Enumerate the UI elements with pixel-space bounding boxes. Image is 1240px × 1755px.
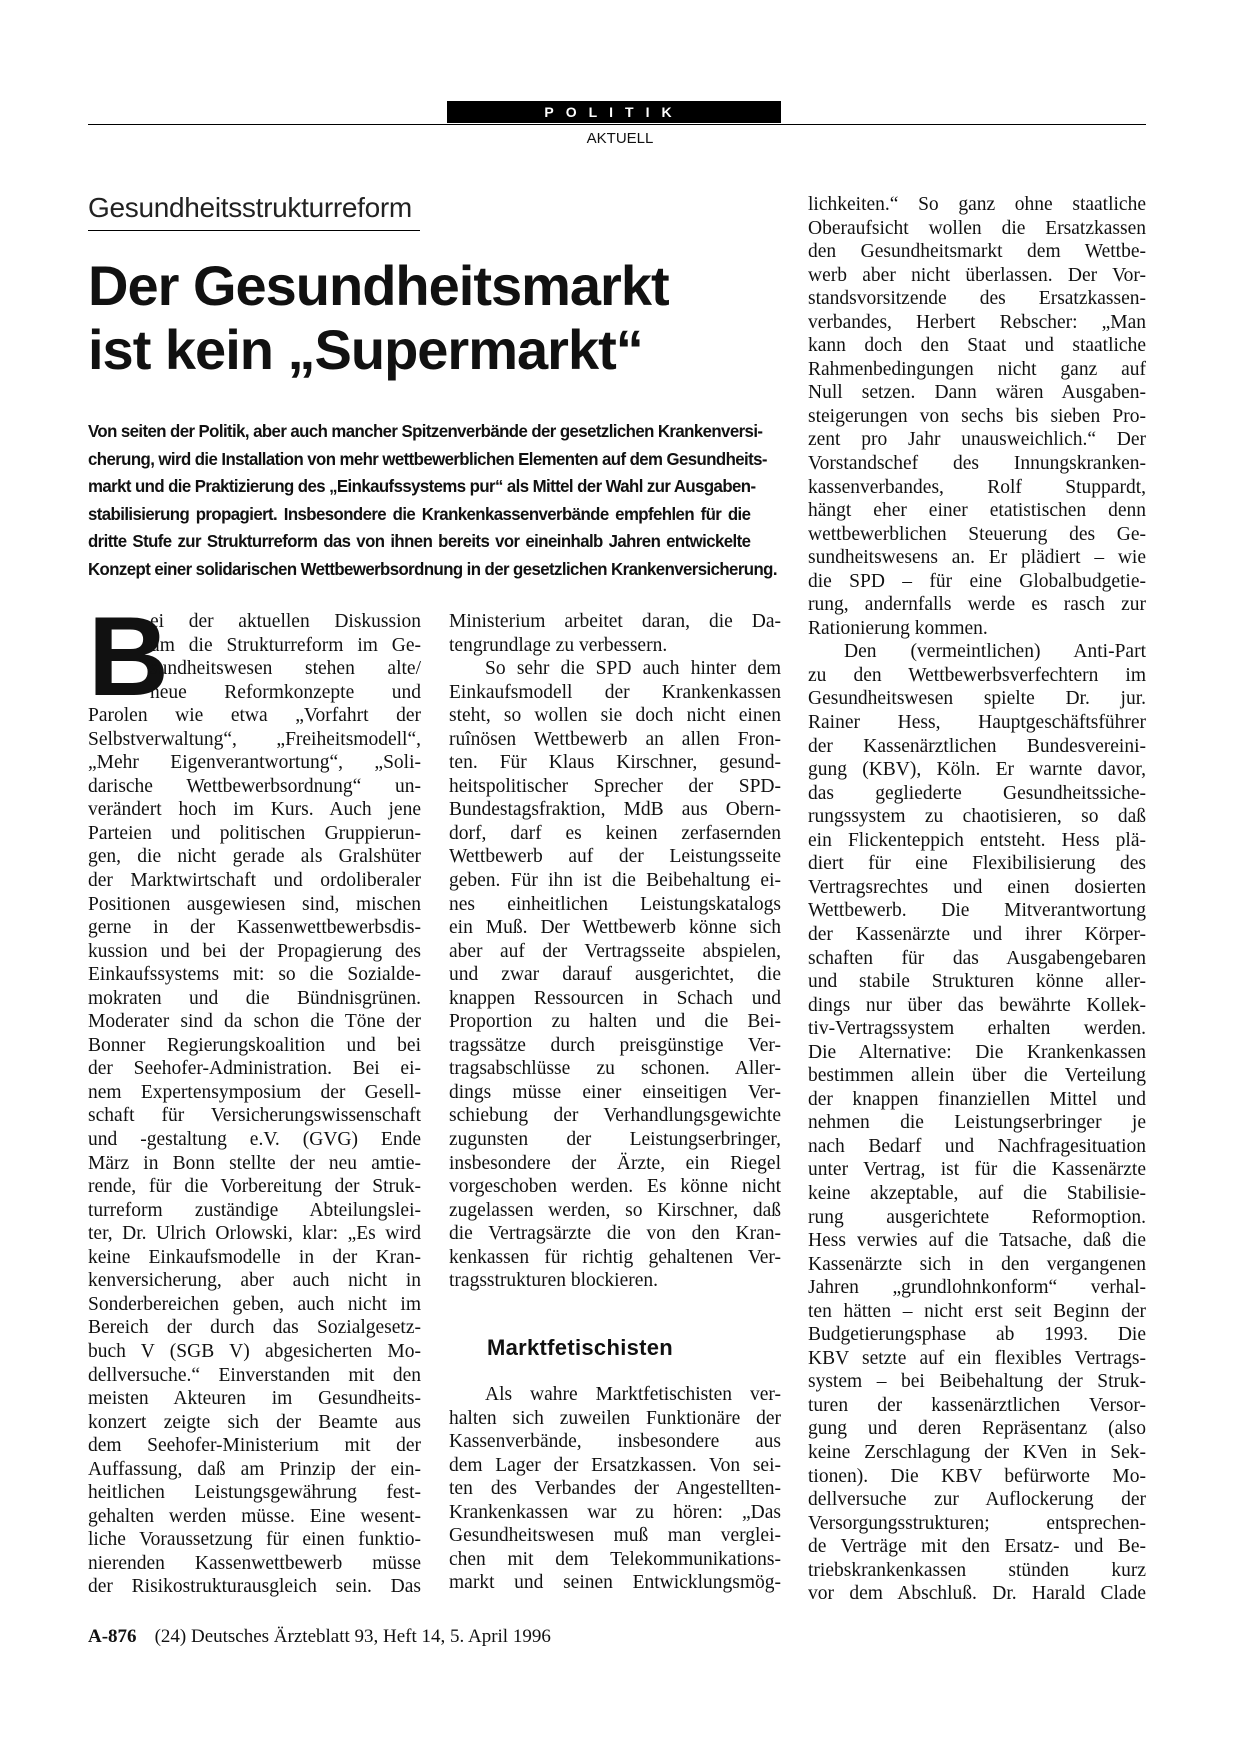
text-line: rung, andernfalls werde es rasch zur: [808, 594, 1146, 616]
text-line: insbesondere der Ärzte, ein Riegel: [449, 1152, 781, 1174]
text-line: Rahmenbedingungen nicht ganz auf: [808, 358, 1146, 380]
text-line: ten des Verbandes der Angestellten-: [449, 1478, 781, 1500]
text-line: dorf, darf es keinen zerfasernden: [449, 822, 781, 844]
text-line: der Risikostrukturausgleich sein. Das: [88, 1576, 421, 1598]
text-line: Versorgungsstrukturen; entsprechen-: [808, 1512, 1146, 1534]
headline-line: Der Gesundheitsmarkt: [88, 254, 669, 317]
text-line: Selbstverwaltung“, „Freiheitsmodell“,: [88, 728, 421, 750]
text-line: chen mit dem Telekommunikations-: [449, 1548, 781, 1570]
text-line: Wettbewerb auf der Leistungsseite: [449, 846, 781, 868]
text-line: März in Bonn stellte der neu amtie-: [88, 1152, 421, 1174]
text-line: zugunsten der Leistungserbringer,: [449, 1129, 781, 1151]
text-line: dem Lager der Ersatzkassen. Von sei-: [449, 1454, 781, 1476]
text-line: Moderater sind da schon die Töne der: [88, 1011, 421, 1033]
text-line: der Kassenärzte und ihrer Körper-: [808, 923, 1146, 945]
text-line: Bereich der durch das Sozialgesetz-: [88, 1317, 421, 1339]
text-line: rende, für die Vorbereitung der Struk-: [88, 1176, 421, 1198]
text-line: „Mehr Eigenverantwortung“, „Soli-: [88, 752, 421, 774]
text-line: diert für eine Flexibilisierung des: [808, 853, 1146, 875]
text-line: gung und deren Repräsentanz (also: [808, 1418, 1146, 1440]
text-line: geben. Für ihn ist die Beibehaltung ei-: [449, 870, 781, 892]
text-line: Gesundheitswesen spielte Dr. jur.: [808, 688, 1146, 710]
text-line: turen der kassenärztlichen Versor-: [808, 1394, 1146, 1416]
text-line: sundheitswesens an. Er plädiert – wie: [808, 547, 1146, 569]
text-line: tragsabschlüsse zu schonen. Aller-: [449, 1058, 781, 1080]
text-line: gerne in der Kassenwettbewerbsdis-: [88, 917, 421, 939]
text-line: Wettbewerb. Die Mitverantwortung: [808, 900, 1146, 922]
text-line: um die Strukturreform im Ge-: [150, 634, 421, 656]
text-line: Vertragsrechtes und einen dosierten: [808, 876, 1146, 898]
text-line: heitspolitischer Sprecher der SPD-: [449, 775, 781, 797]
text-line: keine Zerschlagung der KVen in Sek-: [808, 1441, 1146, 1463]
text-column-2-continued: [449, 1383, 781, 1595]
text-line: buch V (SGB V) abgesicherten Mo-: [88, 1340, 421, 1362]
text-line: Positionen ausgewiesen sind, mischen: [88, 893, 421, 915]
text-line: nes einheitlichen Leistungskatalogs: [449, 893, 781, 915]
text-column-3: [808, 193, 1146, 1606]
text-line: Kassenverbände, insbesondere aus: [449, 1431, 781, 1453]
text-line: dellversuche zur Auflockerung der: [808, 1489, 1146, 1511]
text-line: der Kassenärztlichen Bundesvereini-: [808, 735, 1146, 757]
text-line: So sehr die SPD auch hinter dem: [485, 658, 781, 680]
text-line: dings nur über das bewährte Kollek-: [808, 994, 1146, 1016]
text-line: Proportion zu halten und die Bei-: [449, 1011, 781, 1033]
text-line: Rationierung kommen.: [808, 617, 988, 639]
text-line: gehalten werden müsse. Eine wesent-: [88, 1505, 421, 1527]
footer-citation: (24) Deutsches Ärzteblatt 93, Heft 14, 5. April 1996: [154, 1626, 551, 1647]
text-line: dritte Stufe zur Strukturreform das von ihnen bereits vor eineinhalb Jahren entwickelte: [88, 531, 751, 551]
text-line: rung ausgerichtete Reformoption.: [808, 1206, 1146, 1228]
text-column-1: [88, 594, 421, 1599]
text-line: tragsstrukturen blockieren.: [449, 1270, 659, 1292]
text-line: ei der aktuellen Diskussion: [150, 611, 421, 632]
text-line: keine Einkaufsmodelle in der Kran-: [88, 1246, 421, 1268]
text-line: Hess verwies auf die Tatsache, daß die: [808, 1230, 1146, 1252]
text-line: Krankenkassen war zu hören: „Das: [449, 1501, 781, 1523]
text-line: Von seiten der Politik, aber auch mancher Spitzenverbände der gesetzlichen Krankenversi-: [88, 421, 763, 441]
text-line: tengrundlage zu verbessern.: [449, 634, 668, 656]
text-line: markt und die Praktizierung des „Einkaufssystems pur“ als Mittel der Wahl zur Ausgaben-: [88, 476, 756, 496]
headline-line: ist kein „Supermarkt“: [88, 318, 643, 381]
section-subheading: Marktfetischisten: [487, 1335, 674, 1360]
text-line: Parteien und politischen Gruppierun-: [88, 822, 421, 844]
text-line: dem Seehofer-Ministerium mit der: [88, 1435, 421, 1457]
text-line: steht, so wollen sie doch nicht einen: [449, 705, 781, 727]
text-line: markt und seinen Entwicklungsmög-: [449, 1572, 781, 1594]
text-column-2: [449, 610, 781, 1293]
text-line: ter, Dr. Ulrich Orlowski, klar: „Es wird: [88, 1223, 421, 1245]
text-line: Konzept einer solidarischen Wettbewerbsordnung in der gesetzlichen Krankenversicherung.: [88, 558, 777, 579]
text-line: Kassenärzte sich in den vergangenen: [808, 1253, 1146, 1275]
text-line: Auffassung, daß am Prinzip der ein-: [88, 1458, 421, 1480]
text-line: de Verträge mit den Ersatz- und Be-: [808, 1536, 1146, 1558]
text-line: Bonner Regierungskoalition und bei: [88, 1034, 421, 1056]
text-line: dellversuche.“ Einverstanden mit den: [88, 1364, 421, 1386]
text-line: Budgetierungsphase ab 1993. Die: [808, 1324, 1146, 1346]
text-line: zugelassen werden, so Kirschner, daß: [449, 1199, 781, 1221]
text-line: knappen Ressourcen in Schach und: [449, 987, 781, 1009]
text-line: Einkaufsmodell der Krankenkassen: [449, 681, 781, 703]
text-line: nehmen die Leistungserbringer je: [808, 1112, 1146, 1134]
text-line: halten sich zuweilen Funktionäre der: [449, 1407, 781, 1429]
text-line: liche Voraussetzung für einen funktio-: [88, 1529, 421, 1551]
text-line: stabilisierung propagiert. Insbesondere die Krankenkassenverbände empfehlen für die: [88, 503, 751, 524]
subsection-label: AKTUELL: [586, 130, 654, 147]
text-line: Die Alternative: Die Krankenkassen: [808, 1041, 1146, 1063]
text-line: und -gestaltung e.V. (GVG) Ende: [88, 1129, 421, 1151]
text-line: aber auf der Vertragsseite abspielen,: [449, 940, 781, 962]
text-line: kenkassen für richtig gehaltenen Ver-: [449, 1246, 781, 1268]
text-line: rungssystem zu chaotisieren, so daß: [808, 806, 1146, 828]
text-line: die SPD – für eine Globalbudgetie-: [808, 570, 1146, 592]
text-line: tionen). Die KBV befürworte Mo-: [808, 1465, 1146, 1487]
text-line: tragssätze durch preisgünstige Ver-: [449, 1034, 781, 1056]
text-line: darische Wettbewerbsordnung“ un-: [88, 775, 421, 797]
text-line: gen, die nicht gerade als Gralshüter: [88, 846, 421, 868]
page-number: A-876: [88, 1626, 137, 1647]
text-line: kassenverbandes, Rolf Stuppardt,: [808, 476, 1146, 498]
header-rule: [88, 124, 1146, 125]
text-line: lichkeiten.“ So ganz ohne staatliche: [808, 194, 1146, 215]
text-line: bestimmen allein über die Verteilung: [808, 1065, 1146, 1087]
text-line: ein Muß. Der Wettbewerb könne sich: [449, 917, 781, 939]
text-line: Einkaufssystems mit: so die Sozialde-: [88, 964, 421, 986]
text-line: tiv-Vertragssystem erhalten werden.: [808, 1018, 1146, 1040]
text-line: ten. Für Klaus Kirschner, gesund-: [449, 752, 781, 774]
text-line: Vorstandschef des Innungskranken-: [808, 453, 1146, 475]
text-line: nach Bedarf und Nachfragesituation: [808, 1135, 1146, 1157]
text-line: steigerungen von sechs bis sieben Pro-: [808, 405, 1146, 427]
text-line: Als wahre Marktfetischisten ver-: [485, 1384, 781, 1405]
text-line: schaft für Versicherungswissenschaft: [88, 1105, 421, 1127]
text-line: cherung, wird die Installation von mehr wettbewerblichen Elementen auf dem Gesundheits-: [88, 448, 767, 469]
text-line: Sonderbereichen geben, auch nicht im: [88, 1293, 421, 1315]
text-line: konzert zeigte sich der Beamte aus: [88, 1411, 421, 1433]
section-label: POLITIK: [447, 101, 781, 123]
text-line: der knappen finanziellen Mittel und: [808, 1088, 1146, 1110]
text-line: nem Expertensymposium der Gesell-: [88, 1081, 421, 1103]
text-line: sundheitswesen stehen alte/: [150, 658, 421, 680]
text-line: Rainer Hess, Hauptgeschäftsführer: [808, 712, 1146, 734]
text-line: Gesundheitswesen muß man verglei-: [449, 1525, 781, 1547]
article-headline: [88, 254, 768, 382]
text-line: schaften für das Ausgabengebaren: [808, 947, 1146, 969]
page-footer: [88, 1626, 551, 1648]
text-line: vorgeschoben werden. Es könne nicht: [449, 1176, 781, 1198]
text-line: schiebung der Verhandlungsgewichte: [449, 1105, 781, 1127]
text-line: dings müsse einer einseitigen Ver-: [449, 1081, 781, 1103]
text-line: KBV setzte auf ein flexibles Vertrags-: [808, 1347, 1146, 1369]
text-line: der Seehofer-Administration. Bei ei-: [88, 1058, 421, 1080]
text-line: nierenden Kassenwettbewerb müsse: [88, 1552, 421, 1574]
text-line: ruînösen Wettbewerb an allen Fron-: [449, 728, 781, 750]
text-line: Ministerium arbeitet daran, die Da-: [449, 611, 781, 632]
text-line: wettbewerblichen Steuerung des Ge-: [808, 523, 1146, 545]
text-line: Oberaufsicht wollen die Ersatzkassen: [808, 217, 1146, 239]
text-line: turreform zuständige Abteilungslei-: [88, 1199, 421, 1221]
article-lead: [88, 418, 777, 583]
text-line: neue Reformkonzepte und: [150, 681, 421, 703]
text-line: und stabile Strukturen könne aller-: [808, 971, 1146, 993]
text-line: ten hätten – nicht erst seit Beginn der: [808, 1300, 1146, 1322]
text-line: vor dem Abschluß. Dr. Harald Clade: [808, 1583, 1146, 1605]
text-line: unter Vertrag, ist für die Kassenärzte: [808, 1159, 1146, 1181]
text-line: der Marktwirtschaft und ordoliberaler: [88, 870, 421, 892]
text-line: gung (KBV), Köln. Er warnte davor,: [808, 759, 1146, 781]
text-line: triebskrankenkassen stünden kurz: [808, 1559, 1146, 1581]
text-line: ein Flickenteppich entsteht. Hess plä-: [808, 829, 1146, 851]
text-line: und zwar darauf ausgerichtet, die: [449, 964, 781, 986]
text-line: verändert hoch im Kurs. Auch jene: [88, 799, 421, 821]
text-line: das gegliederte Gesundheitssiche-: [808, 782, 1146, 804]
text-line: den Gesundheitsmarkt dem Wettbe-: [808, 241, 1146, 263]
text-line: Bundestagsfraktion, MdB aus Obern-: [449, 799, 781, 821]
text-line: zu den Wettbewerbsverfechtern im: [808, 664, 1146, 686]
text-line: die Vertragsärzte die von den Kran-: [449, 1223, 781, 1245]
article-kicker: Gesundheitsstrukturreform: [88, 192, 420, 231]
text-line: Null setzen. Dann wären Ausgaben-: [808, 382, 1146, 404]
text-line: kenversicherung, aber auch nicht in: [88, 1270, 421, 1292]
text-line: werb aber nicht überlassen. Der Vor-: [808, 264, 1146, 286]
text-line: heitlichen Leistungsgewährung fest-: [88, 1482, 421, 1504]
text-line: kann doch den Staat und staatliche: [808, 335, 1146, 357]
text-line: hängt eher einer etatistischen denn: [808, 500, 1146, 522]
text-line: mokraten und die Bündnisgrünen.: [88, 987, 421, 1009]
text-line: Den (vermeintlichen) Anti-Part: [844, 641, 1146, 663]
drop-cap: B: [88, 594, 169, 719]
text-line: meisten Akteuren im Gesundheits-: [88, 1388, 421, 1410]
text-line: keine akzeptable, auf die Stabilisie-: [808, 1182, 1146, 1204]
text-line: Jahren „grundlohnkonform“ verhal-: [808, 1277, 1146, 1299]
text-line: standsvorsitzende des Ersatzkassen-: [808, 288, 1146, 310]
text-line: system – bei Beibehaltung der Struk-: [808, 1371, 1146, 1393]
text-line: kussion und bei der Propagierung des: [88, 940, 421, 962]
text-line: Parolen wie etwa „Vorfahrt der: [88, 705, 421, 727]
text-line: verbandes, Herbert Rebscher: „Man: [808, 311, 1146, 333]
text-line: zent pro Jahr unausweichlich.“ Der: [808, 429, 1146, 451]
